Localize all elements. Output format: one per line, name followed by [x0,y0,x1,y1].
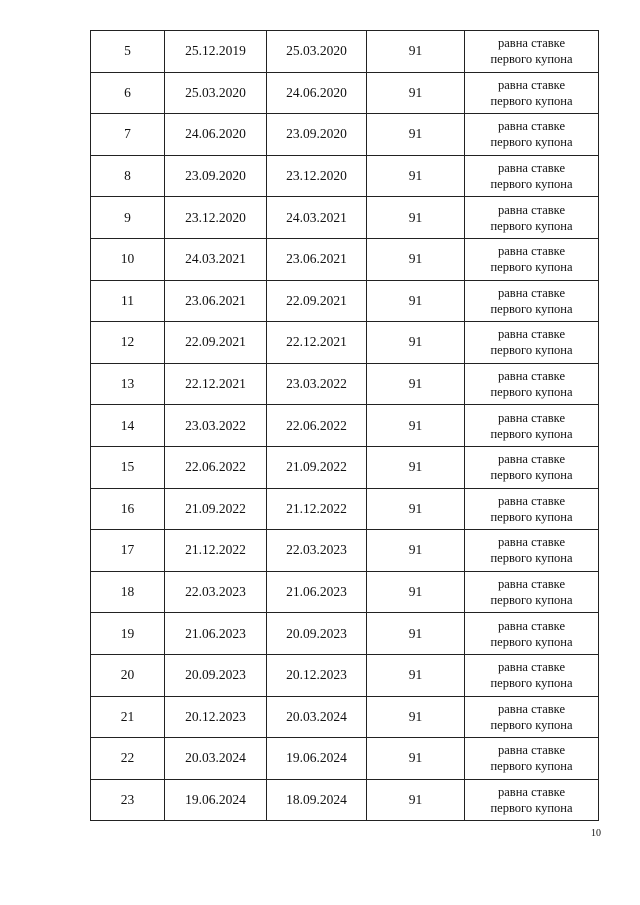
table-row [91,654,599,696]
coupon-rate-line-1: равна ставке [498,410,565,425]
coupon-rate-cell [465,405,599,447]
period-length-days-cell: 91 [367,530,465,572]
coupon-rate-line-1: равна ставке [498,452,565,467]
coupon-number-cell: 20 [91,654,165,696]
period-start-date-cell: 24.06.2020 [165,114,267,156]
period-end-date-cell: 24.06.2020 [267,72,367,114]
coupon-number-cell: 15 [91,446,165,488]
table-row [91,197,599,239]
coupon-number-cell: 9 [91,197,165,239]
coupon-rate-line-2: первого купона [490,177,573,192]
coupon-rate-line-1: равна ставке [498,660,565,675]
coupon-rate-cell [465,530,599,572]
table-row [91,613,599,655]
coupon-rate-line-1: равна ставке [498,618,565,633]
period-end-date-cell: 22.03.2023 [267,530,367,572]
coupon-rate-line-2: первого купона [490,93,573,108]
coupon-schedule-table [90,30,599,821]
coupon-rate-cell [465,779,599,821]
table-row [91,405,599,447]
coupon-rate-cell [465,238,599,280]
period-end-date-cell: 25.03.2020 [267,31,367,73]
table-row [91,322,599,364]
coupon-rate-line-1: равна ставке [498,327,565,342]
coupon-number-cell: 5 [91,31,165,73]
coupon-rate-line-1: равна ставке [498,77,565,92]
period-length-days-cell: 91 [367,654,465,696]
coupon-rate-cell [465,197,599,239]
coupon-number-cell: 7 [91,114,165,156]
period-length-days-cell: 91 [367,613,465,655]
period-start-date-cell: 20.03.2024 [165,738,267,780]
period-end-date-cell: 23.03.2022 [267,363,367,405]
period-end-date-cell: 19.06.2024 [267,738,367,780]
period-end-date-cell: 23.09.2020 [267,114,367,156]
coupon-rate-cell [465,155,599,197]
period-start-date-cell: 25.12.2019 [165,31,267,73]
coupon-rate-cell [465,654,599,696]
period-end-date-cell: 22.09.2021 [267,280,367,322]
coupon-rate-line-2: первого купона [490,468,573,483]
period-end-date-cell: 18.09.2024 [267,779,367,821]
period-end-date-cell: 20.09.2023 [267,613,367,655]
coupon-number-cell: 16 [91,488,165,530]
coupon-number-cell: 17 [91,530,165,572]
period-start-date-cell: 21.09.2022 [165,488,267,530]
period-length-days-cell: 91 [367,155,465,197]
coupon-rate-line-2: первого купона [490,759,573,774]
period-length-days-cell: 91 [367,571,465,613]
coupon-rate-cell [465,571,599,613]
period-end-date-cell: 22.12.2021 [267,322,367,364]
period-length-days-cell: 91 [367,31,465,73]
period-start-date-cell: 20.09.2023 [165,654,267,696]
period-end-date-cell: 21.12.2022 [267,488,367,530]
period-start-date-cell: 19.06.2024 [165,779,267,821]
period-start-date-cell: 25.03.2020 [165,72,267,114]
coupon-rate-line-2: первого купона [490,509,573,524]
period-end-date-cell: 21.09.2022 [267,446,367,488]
period-end-date-cell: 22.06.2022 [267,405,367,447]
period-length-days-cell: 91 [367,738,465,780]
coupon-rate-cell [465,322,599,364]
coupon-number-cell: 18 [91,571,165,613]
coupon-number-cell: 13 [91,363,165,405]
period-length-days-cell: 91 [367,363,465,405]
coupon-rate-line-1: равна ставке [498,161,565,176]
period-start-date-cell: 22.09.2021 [165,322,267,364]
table-row [91,238,599,280]
period-end-date-cell: 20.12.2023 [267,654,367,696]
table-row [91,571,599,613]
period-length-days-cell: 91 [367,488,465,530]
coupon-rate-cell [465,738,599,780]
coupon-rate-line-1: равна ставке [498,285,565,300]
coupon-rate-line-2: первого купона [490,634,573,649]
table-row [91,530,599,572]
coupon-rate-line-2: первого купона [490,676,573,691]
coupon-rate-line-1: равна ставке [498,784,565,799]
period-length-days-cell: 91 [367,197,465,239]
period-length-days-cell: 91 [367,114,465,156]
coupon-rate-line-2: первого купона [490,800,573,815]
coupon-rate-cell [465,280,599,322]
coupon-rate-line-1: равна ставке [498,369,565,384]
coupon-rate-line-1: равна ставке [498,244,565,259]
period-length-days-cell: 91 [367,238,465,280]
table-row [91,31,599,73]
period-start-date-cell: 23.09.2020 [165,155,267,197]
coupon-rate-cell [465,696,599,738]
table-row [91,114,599,156]
table-row [91,72,599,114]
period-length-days-cell: 91 [367,322,465,364]
coupon-rate-line-2: первого купона [490,593,573,608]
period-end-date-cell: 24.03.2021 [267,197,367,239]
coupon-rate-cell [465,613,599,655]
coupon-rate-line-2: первого купона [490,135,573,150]
coupon-number-cell: 6 [91,72,165,114]
coupon-number-cell: 23 [91,779,165,821]
coupon-rate-line-2: первого купона [490,52,573,67]
page-number: 10 [591,828,601,839]
period-length-days-cell: 91 [367,405,465,447]
table-row [91,363,599,405]
period-length-days-cell: 91 [367,779,465,821]
period-end-date-cell: 23.12.2020 [267,155,367,197]
period-start-date-cell: 21.06.2023 [165,613,267,655]
table-row [91,446,599,488]
period-end-date-cell: 23.06.2021 [267,238,367,280]
period-start-date-cell: 24.03.2021 [165,238,267,280]
coupon-rate-cell [465,31,599,73]
coupon-number-cell: 21 [91,696,165,738]
period-length-days-cell: 91 [367,280,465,322]
table-row [91,779,599,821]
coupon-number-cell: 14 [91,405,165,447]
coupon-number-cell: 10 [91,238,165,280]
coupon-rate-line-2: первого купона [490,551,573,566]
coupon-rate-line-1: равна ставке [498,119,565,134]
period-start-date-cell: 23.12.2020 [165,197,267,239]
coupon-rate-line-1: равна ставке [498,202,565,217]
coupon-number-cell: 11 [91,280,165,322]
table-row [91,738,599,780]
coupon-rate-line-1: равна ставке [498,535,565,550]
period-end-date-cell: 21.06.2023 [267,571,367,613]
coupon-rate-line-2: первого купона [490,717,573,732]
coupon-rate-line-2: первого купона [490,301,573,316]
coupon-rate-line-2: первого купона [490,260,573,275]
coupon-number-cell: 8 [91,155,165,197]
period-length-days-cell: 91 [367,72,465,114]
period-start-date-cell: 22.12.2021 [165,363,267,405]
coupon-rate-line-2: первого купона [490,385,573,400]
coupon-rate-cell [465,72,599,114]
coupon-table-body [91,31,599,821]
coupon-rate-line-1: равна ставке [498,701,565,716]
coupon-rate-cell [465,488,599,530]
coupon-rate-cell [465,363,599,405]
period-start-date-cell: 22.06.2022 [165,446,267,488]
period-start-date-cell: 22.03.2023 [165,571,267,613]
coupon-number-cell: 22 [91,738,165,780]
period-start-date-cell: 21.12.2022 [165,530,267,572]
period-length-days-cell: 91 [367,446,465,488]
coupon-rate-cell [465,446,599,488]
period-start-date-cell: 23.03.2022 [165,405,267,447]
coupon-rate-line-1: равна ставке [498,743,565,758]
period-end-date-cell: 20.03.2024 [267,696,367,738]
coupon-rate-line-2: первого купона [490,426,573,441]
coupon-rate-line-1: равна ставке [498,577,565,592]
coupon-number-cell: 19 [91,613,165,655]
table-row [91,280,599,322]
coupon-rate-line-1: равна ставке [498,493,565,508]
coupon-rate-line-2: первого купона [490,343,573,358]
coupon-rate-line-1: равна ставке [498,36,565,51]
table-row [91,696,599,738]
table-row [91,155,599,197]
table-row [91,488,599,530]
coupon-rate-line-2: первого купона [490,218,573,233]
coupon-rate-cell [465,114,599,156]
period-start-date-cell: 20.12.2023 [165,696,267,738]
period-start-date-cell: 23.06.2021 [165,280,267,322]
period-length-days-cell: 91 [367,696,465,738]
coupon-number-cell: 12 [91,322,165,364]
